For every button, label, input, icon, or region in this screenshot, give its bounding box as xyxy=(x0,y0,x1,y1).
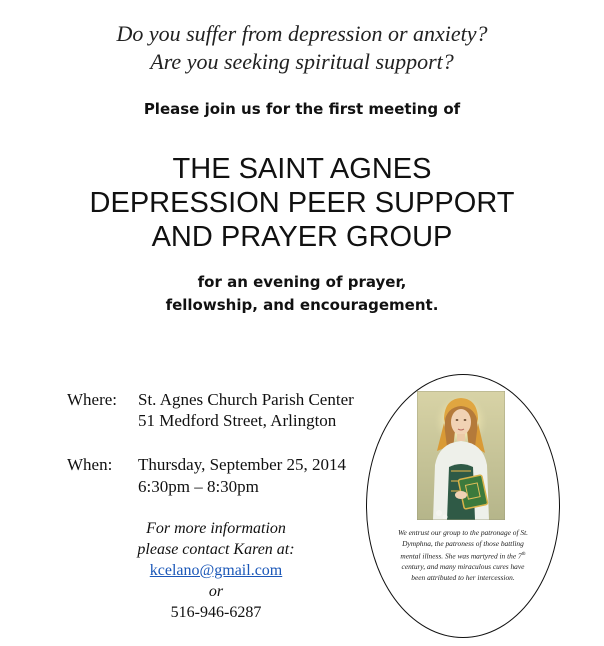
intro-question-1: Do you suffer from depression or anxiety? xyxy=(116,21,488,46)
where-label: Where: xyxy=(67,390,118,409)
when-line-2: 6:30pm – 8:30pm xyxy=(138,477,259,496)
neck xyxy=(457,434,465,441)
when-line-1: Thursday, September 25, 2014 xyxy=(138,455,347,474)
caption-part-1: We entrust our group to the patronage of St. Dymphna, the patroness of those battling mental illness. She was martyred in the 7 xyxy=(398,528,528,561)
flower-1 xyxy=(436,510,442,516)
contact-or: or xyxy=(208,583,224,600)
where-line-1: St. Agnes Church Parish Center xyxy=(138,390,354,409)
eye-left xyxy=(456,419,459,421)
caption-part-2: century, and many miraculous cures have been attributed to her intercession. xyxy=(401,562,525,583)
flower-2 xyxy=(443,515,448,520)
title-line-2: DEPRESSION PEER SUPPORT xyxy=(89,187,515,219)
face xyxy=(451,409,471,435)
eye-right xyxy=(464,419,467,421)
title-line-1: THE SAINT AGNES xyxy=(172,153,432,185)
intro-question-2: Are you seeking spiritual support? xyxy=(150,49,454,74)
contact-block xyxy=(116,518,316,623)
contact-email-link[interactable]: kcelano@gmail.com xyxy=(149,562,283,579)
caption-sup: th xyxy=(521,552,526,557)
evening-line-2: fellowship, and encouragement. xyxy=(165,296,439,314)
hand xyxy=(455,491,467,499)
title-line-3: AND PRAYER GROUP xyxy=(151,221,453,253)
contact-line-1: For more information xyxy=(146,520,286,537)
saint-caption xyxy=(396,527,530,583)
contact-phone: 516-946-6287 xyxy=(170,604,262,621)
evening-line-1: for an evening of prayer, xyxy=(197,273,407,291)
when-label: When: xyxy=(67,455,113,474)
where-line-2: 51 Medford Street, Arlington xyxy=(138,411,337,430)
invite-text: Please join us for the first meeting of xyxy=(143,100,461,118)
contact-line-2: please contact Karen at: xyxy=(137,541,295,558)
saint-dymphna-image xyxy=(417,391,505,520)
